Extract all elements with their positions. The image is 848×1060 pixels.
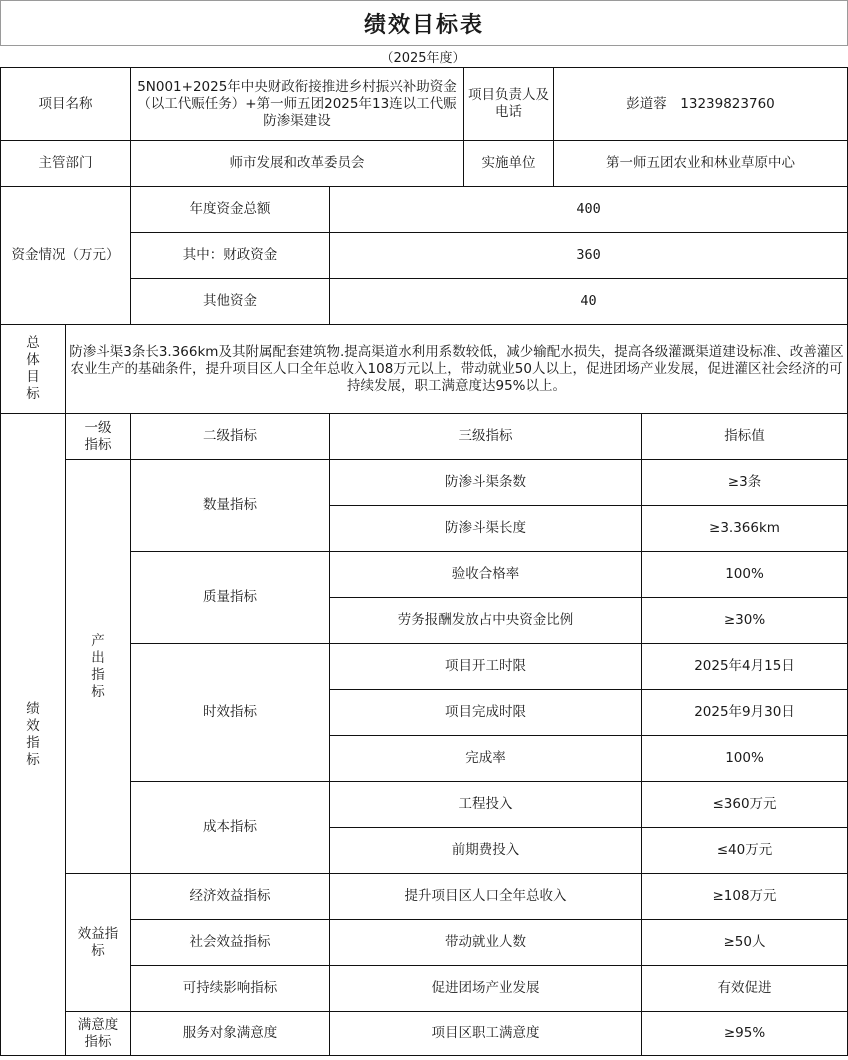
indicator-value: 有效促进 xyxy=(642,966,848,1012)
header-level1: 一级指标 xyxy=(66,414,131,460)
project-leader-label: 项目负责人及电话 xyxy=(464,68,554,141)
indicator-value: ≥50人 xyxy=(642,920,848,966)
quality-label: 质量指标 xyxy=(131,552,330,644)
project-name-value: 5N001+2025年中央财政衔接推进乡村振兴补助资金（以工代赈任务）+第一师五团2025年13连以工代赈防渗渠建设 xyxy=(131,68,464,141)
funds-label: 资金情况（万元） xyxy=(1,187,131,325)
funds-total-value: 400 xyxy=(330,187,848,233)
indicator-name: 防渗斗渠长度 xyxy=(330,506,642,552)
indicator-row xyxy=(1,874,848,920)
indicator-name: 项目区职工满意度 xyxy=(330,1012,642,1056)
indicator-name: 前期费投入 xyxy=(330,828,642,874)
project-row xyxy=(1,68,848,141)
department-label: 主管部门 xyxy=(1,141,131,187)
funds-other-label: 其他资金 xyxy=(131,279,330,325)
indicator-name: 完成率 xyxy=(330,736,642,782)
impl-unit-value: 第一师五团农业和林业草原中心 xyxy=(554,141,848,187)
indicator-row xyxy=(1,460,848,506)
benefit-label: 效益指标 xyxy=(66,874,131,1012)
funds-row xyxy=(1,187,848,233)
funds-other-value: 40 xyxy=(330,279,848,325)
indicator-name: 验收合格率 xyxy=(330,552,642,598)
funds-fiscal-value: 360 xyxy=(330,233,848,279)
department-value: 师市发展和改革委员会 xyxy=(131,141,464,187)
project-leader-value: 彭道蓉 13239823760 xyxy=(554,68,848,141)
goal-row xyxy=(1,325,848,414)
project-name-label: 项目名称 xyxy=(1,68,131,141)
department-row xyxy=(1,141,848,187)
goal-text: 防渗斗渠3条长3.366km及其附属配套建筑物.提高渠道水利用系数较低，减少输配水损失，提高各级灌溉渠道建设标准、改善灌区农业生产的基础条件，提升项目区人口全年总收入108万元以上，带动就业50人以上，促进团场产业发展，促进灌区社会经济的可持续发展，职工满意度达95%以上。 xyxy=(66,325,848,414)
cost-label: 成本指标 xyxy=(131,782,330,874)
goal-label: 总体目标 xyxy=(1,325,66,414)
indicator-value: ≤360万元 xyxy=(642,782,848,828)
page-title: 绩效目标表 xyxy=(0,0,848,46)
funds-total-label: 年度资金总额 xyxy=(131,187,330,233)
indicator-header-row xyxy=(1,414,848,460)
indicator-name: 项目开工时限 xyxy=(330,644,642,690)
impl-unit-label: 实施单位 xyxy=(464,141,554,187)
indicators-label: 绩效指标 xyxy=(1,414,66,1056)
header-level3: 三级指标 xyxy=(330,414,642,460)
indicator-name: 劳务报酬发放占中央资金比例 xyxy=(330,598,642,644)
indicator-name: 项目完成时限 xyxy=(330,690,642,736)
indicator-name: 促进团场产业发展 xyxy=(330,966,642,1012)
indicator-name: 工程投入 xyxy=(330,782,642,828)
indicator-value: ≥3条 xyxy=(642,460,848,506)
service-label: 服务对象满意度 xyxy=(131,1012,330,1056)
header-level2: 二级指标 xyxy=(131,414,330,460)
indicator-value: ≥3.366km xyxy=(642,506,848,552)
header-value: 指标值 xyxy=(642,414,848,460)
indicator-name: 提升项目区人口全年总收入 xyxy=(330,874,642,920)
indicator-value: 2025年9月30日 xyxy=(642,690,848,736)
social-label: 社会效益指标 xyxy=(131,920,330,966)
funds-fiscal-label: 其中：财政资金 xyxy=(131,233,330,279)
timeliness-label: 时效指标 xyxy=(131,644,330,782)
indicator-name: 带动就业人数 xyxy=(330,920,642,966)
satisfaction-label: 满意度指标 xyxy=(66,1012,131,1056)
year-label: （2025年度） xyxy=(380,50,466,66)
indicator-value: ≥108万元 xyxy=(642,874,848,920)
performance-table xyxy=(0,67,848,1056)
indicator-name: 防渗斗渠条数 xyxy=(330,460,642,506)
sustainable-label: 可持续影响指标 xyxy=(131,966,330,1012)
indicator-value: ≥95% xyxy=(642,1012,848,1056)
output-label: 产出指标 xyxy=(66,460,131,874)
indicator-value: 100% xyxy=(642,552,848,598)
indicator-value: ≥30% xyxy=(642,598,848,644)
indicator-row xyxy=(1,1012,848,1056)
indicator-value: 2025年4月15日 xyxy=(642,644,848,690)
indicator-value: 100% xyxy=(642,736,848,782)
quantity-label: 数量指标 xyxy=(131,460,330,552)
indicator-value: ≤40万元 xyxy=(642,828,848,874)
economic-label: 经济效益指标 xyxy=(131,874,330,920)
